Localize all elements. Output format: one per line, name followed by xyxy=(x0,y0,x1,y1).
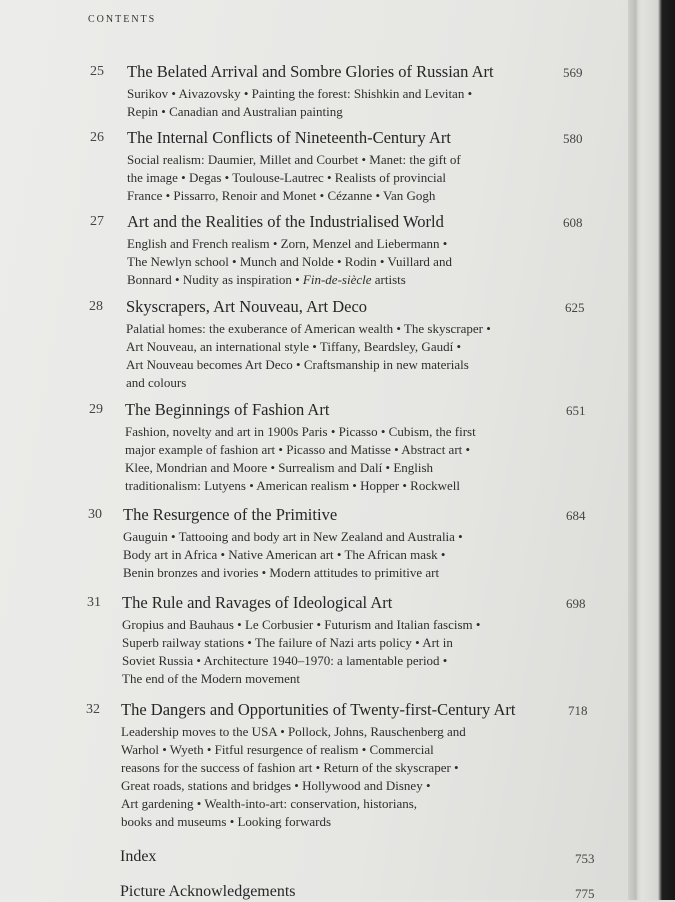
page-number: 625 xyxy=(565,300,585,315)
entry-title: Index xyxy=(120,848,157,865)
page-number: 775 xyxy=(575,886,595,901)
topic-line: Fashion, novelty and art in 1900s Paris • Picasso • Cubism, the first xyxy=(125,424,476,439)
chapter-topics xyxy=(122,616,480,688)
topic-line: Soviet Russia • Architecture 1940–1970: a lamentable period • xyxy=(122,653,448,668)
page-number: 718 xyxy=(568,703,588,718)
topic-line: Repin • Canadian and Australian painting xyxy=(127,104,343,119)
page-number: 608 xyxy=(563,215,583,230)
chapter-number: 32 xyxy=(86,702,100,717)
book-page-edge xyxy=(628,0,675,900)
chapter-title: The Resurgence of the Primitive xyxy=(123,505,338,524)
chapter-number: 27 xyxy=(90,214,104,229)
topic-line: The Newlyn school • Munch and Nolde • Rodin • Vuillard and xyxy=(127,254,452,269)
page-number: 698 xyxy=(566,596,586,611)
page-number: 580 xyxy=(563,131,583,146)
topic-line: Benin bronzes and ivories • Modern attitudes to primitive art xyxy=(123,565,440,580)
chapter-topics xyxy=(121,723,466,831)
chapter-topics xyxy=(127,85,472,121)
chapter-title: The Belated Arrival and Sombre Glories of Russian Art xyxy=(127,62,494,81)
entry-title: Picture Acknowledgements xyxy=(120,883,296,900)
topic-line: books and museums • Looking forwards xyxy=(121,814,331,829)
chapter-number: 31 xyxy=(87,595,101,610)
chapter-title: Art and the Realities of the Industrialised World xyxy=(127,212,444,231)
chapter-topics xyxy=(123,528,463,582)
chapter-topics xyxy=(127,151,461,205)
topic-line: France • Pissarro, Renoir and Monet • Cézanne • Van Gogh xyxy=(127,188,436,203)
topic-line: Superb railway stations • The failure of Nazi arts policy • Art in xyxy=(122,635,453,650)
topic-line: Art Nouveau becomes Art Deco • Craftsmanship in new materials xyxy=(126,357,469,372)
chapter-number: 30 xyxy=(88,507,102,522)
topic-line: major example of fashion art • Picasso and Matisse • Abstract art • xyxy=(125,442,471,457)
chapter-topics xyxy=(126,320,491,392)
topic-line: the image • Degas • Toulouse-Lautrec • Realists of provincial xyxy=(127,170,446,185)
topic-line: English and French realism • Zorn, Menzel and Liebermann • xyxy=(127,236,448,251)
topic-line: reasons for the success of fashion art • Return of the skyscraper • xyxy=(121,760,459,775)
topic-line: Art Nouveau, an international style • Tiffany, Beardsley, Gaudí • xyxy=(126,339,461,354)
page-number: 569 xyxy=(563,65,583,80)
topic-line: Palatial homes: the exuberance of American wealth • The skyscraper • xyxy=(126,321,491,336)
topic-line: Gropius and Bauhaus • Le Corbusier • Futurism and Italian fascism • xyxy=(122,617,481,632)
topic-line: Social realism: Daumier, Millet and Courbet • Manet: the gift of xyxy=(127,152,461,167)
topic-line: Great roads, stations and bridges • Hollywood and Disney • xyxy=(121,778,431,793)
topic-line: Leadership moves to the USA • Pollock, Johns, Rauschenberg and xyxy=(121,724,466,739)
page-header: CONTENTS xyxy=(88,14,157,25)
chapter-number: 26 xyxy=(90,130,104,145)
page-number: 753 xyxy=(575,851,595,866)
topic-line: Surikov • Aivazovsky • Painting the forest: Shishkin and Levitan • xyxy=(127,86,473,101)
topic-line: Bonnard • Nudity as inspiration • Fin-de-siècle artists xyxy=(127,272,406,287)
chapter-title: The Rule and Ravages of Ideological Art xyxy=(122,593,393,612)
chapter-title: The Internal Conflicts of Nineteenth-Century Art xyxy=(127,128,451,147)
chapter-number: 28 xyxy=(89,299,103,314)
chapter-title: Skyscrapers, Art Nouveau, Art Deco xyxy=(126,297,368,316)
chapter-topics xyxy=(125,423,476,495)
topic-line: Klee, Mondrian and Moore • Surrealism and Dalí • English xyxy=(125,460,434,475)
topic-line: The end of the Modern movement xyxy=(122,671,300,686)
topic-line: Body art in Africa • Native American art • The African mask • xyxy=(123,547,446,562)
page-number: 651 xyxy=(566,403,586,418)
italic-term: Fin-de-siècle xyxy=(302,272,372,287)
topic-line: traditionalism: Lutyens • American realism • Hopper • Rockwell xyxy=(125,478,460,493)
chapter-title: The Dangers and Opportunities of Twenty-first-Century Art xyxy=(121,700,516,719)
topic-line: Art gardening • Wealth-into-art: conservation, historians, xyxy=(121,796,418,811)
chapter-number: 25 xyxy=(90,64,104,79)
page-number: 684 xyxy=(566,508,586,523)
chapter-title: The Beginnings of Fashion Art xyxy=(125,400,330,419)
chapter-topics xyxy=(127,235,452,289)
topic-line: Gauguin • Tattooing and body art in New Zealand and Australia • xyxy=(123,529,463,544)
topic-line: Warhol • Wyeth • Fitful resurgence of realism • Commercial xyxy=(121,742,434,757)
chapter-number: 29 xyxy=(89,402,103,417)
topic-line: and colours xyxy=(126,375,187,390)
